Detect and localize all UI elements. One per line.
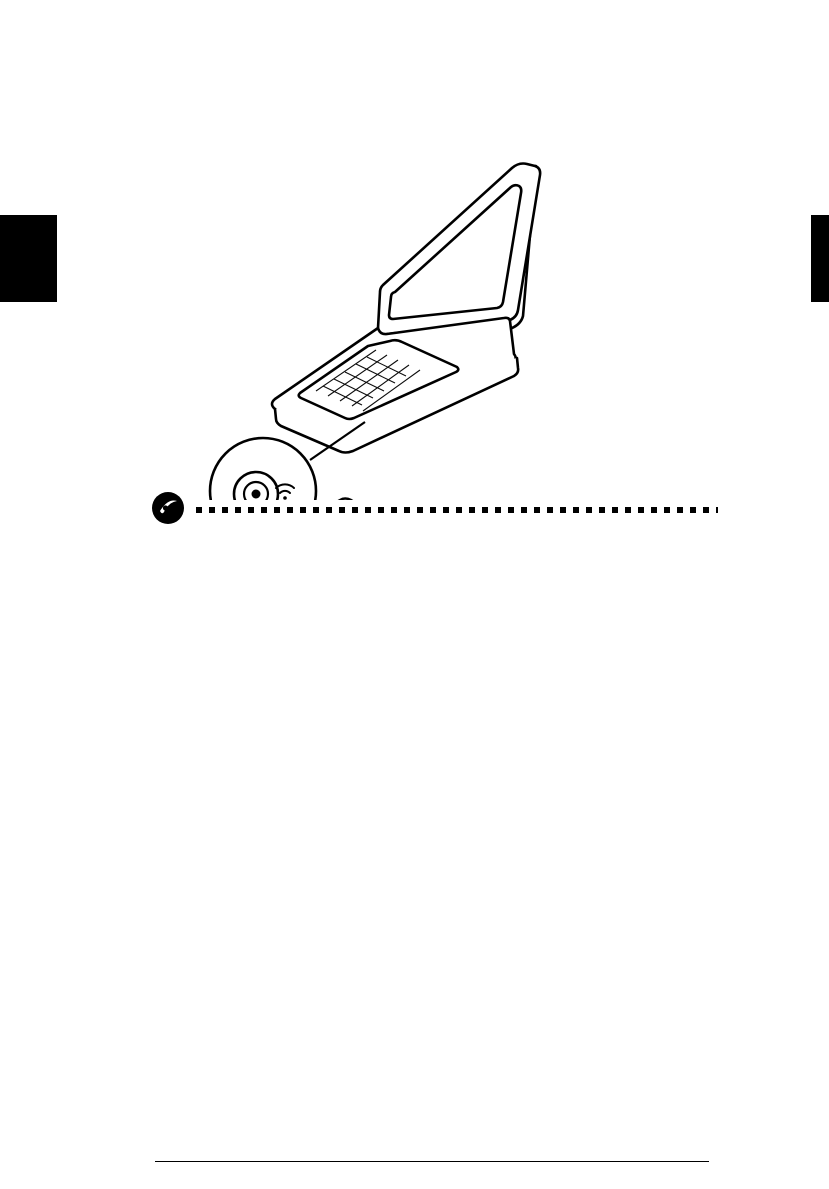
chapter-tab-right xyxy=(811,215,829,302)
laptop-antenna-illustration xyxy=(140,110,700,500)
acer-note-icon xyxy=(148,488,188,528)
note-dotted-rule xyxy=(196,507,718,513)
note-callout xyxy=(148,488,718,546)
chapter-tab-left xyxy=(0,215,57,302)
footer-rule xyxy=(155,1161,709,1162)
